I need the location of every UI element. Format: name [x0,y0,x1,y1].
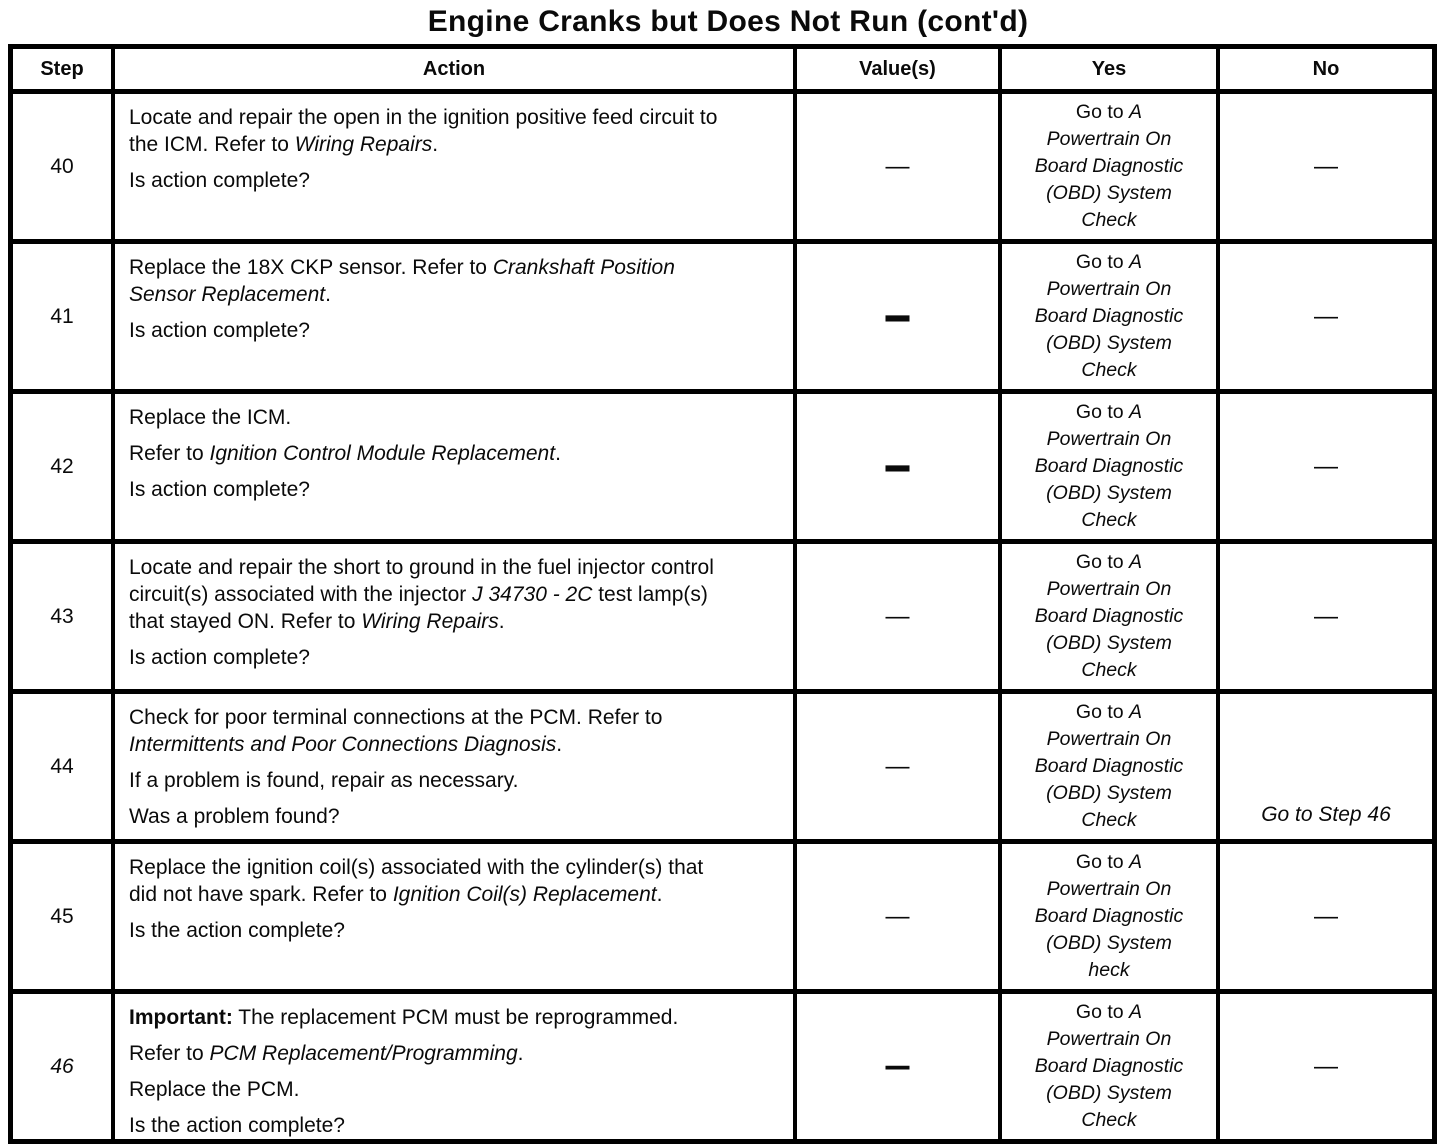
goto-line [1035,1053,1184,1080]
text-segment: (OBD) System [1046,482,1172,504]
em-dash: — [885,152,910,180]
text-segment: If a problem is found, repair as necessary. [129,769,519,792]
page-title: Engine Cranks but Does Not Run (cont'd) [427,5,1029,38]
text-segment: Board Diagnostic [1034,1055,1184,1077]
step-cell [13,994,115,1139]
value-cell [797,844,1002,989]
text-segment: Check [1081,659,1137,681]
action-cell [115,994,797,1139]
goto-line [1035,1107,1184,1134]
text-segment: Check [1081,1109,1137,1131]
em-dash: — [885,430,910,501]
no-cell [1220,244,1432,389]
goto-obd-text [1035,549,1184,684]
action-paragraph [129,440,725,467]
em-dash: — [885,602,910,630]
goto-line [1035,303,1184,330]
text-segment: Wiring Repairs [361,610,499,633]
text-segment: (OBD) System [1046,332,1172,354]
step-cell [13,544,115,689]
step-cell [13,394,115,539]
goto-line [1035,999,1184,1026]
step-number: 45 [50,904,74,928]
step-number: 44 [50,754,74,778]
step-number: 46 [50,1054,74,1078]
value-cell [797,544,1002,689]
em-dash: — [885,752,910,780]
action-cell [115,694,797,839]
step-cell [13,244,115,389]
yes-cell [1002,244,1220,389]
table-body [13,94,1432,1139]
goto-line [1035,330,1184,357]
yes-cell [1002,544,1220,689]
goto-line [1035,930,1184,957]
action-paragraph [129,167,725,194]
action-paragraph [129,254,725,308]
text-segment: Go to [1075,401,1130,423]
goto-line [1035,576,1184,603]
action-paragraph [129,476,725,503]
action-cell [115,394,797,539]
goto-line [1035,153,1184,180]
text-segment: . [517,1042,524,1065]
yes-cell [1002,844,1220,989]
text-segment: Is action complete? [129,646,310,669]
em-dash: — [1314,152,1338,180]
em-dash: — [1314,452,1338,480]
text-segment: Board Diagnostic [1034,455,1184,477]
goto-line [1035,549,1184,576]
text-segment: A [1129,401,1143,423]
text-segment: Was a problem found? [129,805,340,828]
step-cell [13,844,115,989]
goto-line [1035,180,1184,207]
action-cell [115,844,797,989]
goto-line [1035,699,1184,726]
text-segment: (OBD) System [1046,182,1172,204]
goto-line [1035,726,1184,753]
action-paragraph [129,1112,725,1139]
table-row [13,844,1432,994]
action-cell [115,244,797,389]
text-segment: Check [1081,209,1137,231]
value-cell [797,394,1002,539]
text-segment: Crankshaft Position Sensor Replacement [129,256,675,306]
text-segment: Refer to [129,1042,210,1065]
text-segment: Is action complete? [129,169,310,192]
text-segment: Locate and repair the short to ground in the fuel injector control circuit(s) associated with the injector [129,556,714,606]
step-number: 43 [50,604,74,628]
text-segment: J 34730 - 2C [472,583,593,606]
text-segment: (OBD) System [1046,782,1172,804]
text-segment: Wiring Repairs [294,133,433,156]
goto-obd-text [1035,999,1184,1134]
goto-line [1035,99,1184,126]
text-segment: Locate and repair the open in the ignition positive feed circuit to the ICM. Refer to [129,106,718,156]
action-paragraph [129,644,725,671]
table-row [13,394,1432,544]
goto-line [1035,603,1184,630]
action-paragraph [129,917,725,944]
text-segment: Powertrain On [1046,128,1172,150]
goto-line [1035,453,1184,480]
table-row [13,244,1432,394]
text-segment: . [556,733,563,756]
text-segment: Replace the PCM. [129,1078,300,1101]
step-number: 42 [50,454,74,478]
table-row [13,94,1432,244]
text-segment: Go to [1075,701,1130,723]
text-segment: . [325,283,331,306]
value-cell [797,94,1002,239]
text-segment: Is the action complete? [129,919,345,942]
text-segment: A [1129,251,1143,273]
goto-line [1035,1026,1184,1053]
text-segment: A [1129,1001,1143,1023]
text-segment: Powertrain On [1046,728,1172,750]
no-cell [1220,844,1432,989]
text-segment: Go to [1075,1001,1130,1023]
text-segment: The replacement PCM must be reprogrammed. [232,1006,679,1029]
goto-line [1035,903,1184,930]
text-segment: Is action complete? [129,478,310,501]
action-paragraph [129,854,725,908]
no-cell [1220,394,1432,539]
text-segment: Board Diagnostic [1034,905,1184,927]
em-dash: — [1314,902,1338,930]
em-dash: — [885,280,910,351]
action-paragraph [129,1040,725,1067]
text-segment: Powertrain On [1046,878,1172,900]
text-segment: Intermittents and Poor Connections Diagnosis [129,733,557,756]
text-segment: Is action complete? [129,319,310,342]
no-cell [1220,544,1432,689]
goto-obd-text [1035,849,1184,984]
yes-cell [1002,994,1220,1139]
text-segment: (OBD) System [1046,932,1172,954]
yes-cell [1002,694,1220,839]
text-segment: Ignition Control Module Replacement [209,442,556,465]
goto-line [1035,780,1184,807]
action-paragraph [129,104,725,158]
action-paragraph [129,1004,725,1031]
text-segment: Go to [1075,101,1130,123]
text-segment: (OBD) System [1046,1082,1172,1104]
text-segment: PCM Replacement/Programming [209,1042,518,1065]
table-row [13,994,1432,1139]
goto-line [1035,276,1184,303]
action-paragraph [129,803,725,830]
table-row [13,544,1432,694]
text-segment: A [1129,551,1143,573]
text-segment: Powertrain On [1046,578,1172,600]
action-paragraph [129,767,725,794]
text-segment: Go to [1075,551,1130,573]
value-cell [797,994,1002,1139]
text-segment: Powertrain On [1046,1028,1172,1050]
goto-line [1035,126,1184,153]
goto-line [1035,357,1184,384]
step-number: 41 [50,304,74,328]
em-dash: — [1314,302,1338,330]
goto-obd-text [1035,99,1184,234]
text-segment: . [656,883,663,906]
action-paragraph [129,404,725,431]
header-values: Value(s) [797,49,1002,89]
em-dash: — [885,902,910,930]
goto-line [1035,480,1184,507]
goto-line [1035,957,1184,984]
text-segment: Replace the ignition coil(s) associated with the cylinder(s) that did not have spark. Refer to [129,856,704,906]
text-segment: Powertrain On [1046,428,1172,450]
text-segment: Check [1081,509,1137,531]
text-segment: Go to Step 46 [1261,803,1391,826]
text-segment: Board Diagnostic [1034,305,1184,327]
text-segment: A [1129,101,1143,123]
step-cell [13,94,115,239]
action-paragraph [129,317,725,344]
no-cell [1220,994,1432,1139]
text-segment: test lamp(s) that stayed ON. Refer to [129,583,708,633]
text-segment: Powertrain On [1046,278,1172,300]
text-segment: Important: [129,1006,233,1029]
step-number: 40 [50,154,74,178]
value-cell [797,694,1002,839]
text-segment: Go to [1075,851,1130,873]
goto-obd-text [1035,699,1184,834]
step-cell [13,694,115,839]
text-segment: A [1129,701,1143,723]
goto-line [1261,803,1391,827]
goto-line [1035,249,1184,276]
action-cell [115,94,797,239]
text-segment: Board Diagnostic [1034,155,1184,177]
text-segment: Is the action complete? [129,1114,345,1137]
no-cell [1220,694,1432,839]
text-segment: Board Diagnostic [1034,605,1184,627]
goto-line [1035,426,1184,453]
goto-obd-text [1035,249,1184,384]
goto-line [1035,657,1184,684]
text-segment: Replace the ICM. [129,406,292,429]
text-segment: Check for poor terminal connections at the PCM. Refer to [129,706,663,729]
action-paragraph [129,554,725,635]
text-segment: Board Diagnostic [1034,755,1184,777]
text-segment: . [555,442,561,465]
text-segment: Go to [1075,251,1130,273]
header-yes: Yes [1002,49,1220,89]
yes-cell [1002,394,1220,539]
text-segment: Replace the 18X CKP sensor. Refer to [129,256,493,279]
goto-step-text [1261,803,1391,827]
yes-cell [1002,94,1220,239]
header-action: Action [115,49,797,89]
goto-line [1035,630,1184,657]
goto-line [1035,807,1184,834]
goto-line [1035,876,1184,903]
text-segment: (OBD) System [1046,632,1172,654]
em-dash: — [885,1044,910,1088]
header-step: Step [13,49,115,89]
goto-line [1035,507,1184,534]
em-dash: — [1314,1052,1338,1080]
goto-line [1035,1080,1184,1107]
table-header-row [13,49,1432,94]
text-segment: . [498,610,505,633]
goto-line [1035,399,1184,426]
table-row [13,694,1432,844]
action-paragraph [129,1076,725,1103]
goto-line [1035,849,1184,876]
no-cell [1220,94,1432,239]
action-cell [115,544,797,689]
action-paragraph [129,704,725,758]
header-no: No [1312,57,1340,80]
text-segment: Check [1081,809,1137,831]
goto-obd-text [1035,399,1184,534]
goto-line [1035,753,1184,780]
text-segment: Refer to [129,442,210,465]
value-cell [797,244,1002,389]
em-dash: — [1314,602,1338,630]
text-segment: heck [1088,959,1130,981]
text-segment: Ignition Coil(s) Replacement [392,883,657,906]
diagnostic-table [8,44,1437,1144]
text-segment: . [432,133,439,156]
goto-line [1035,207,1184,234]
text-segment: Check [1081,359,1137,381]
text-segment: A [1129,851,1143,873]
